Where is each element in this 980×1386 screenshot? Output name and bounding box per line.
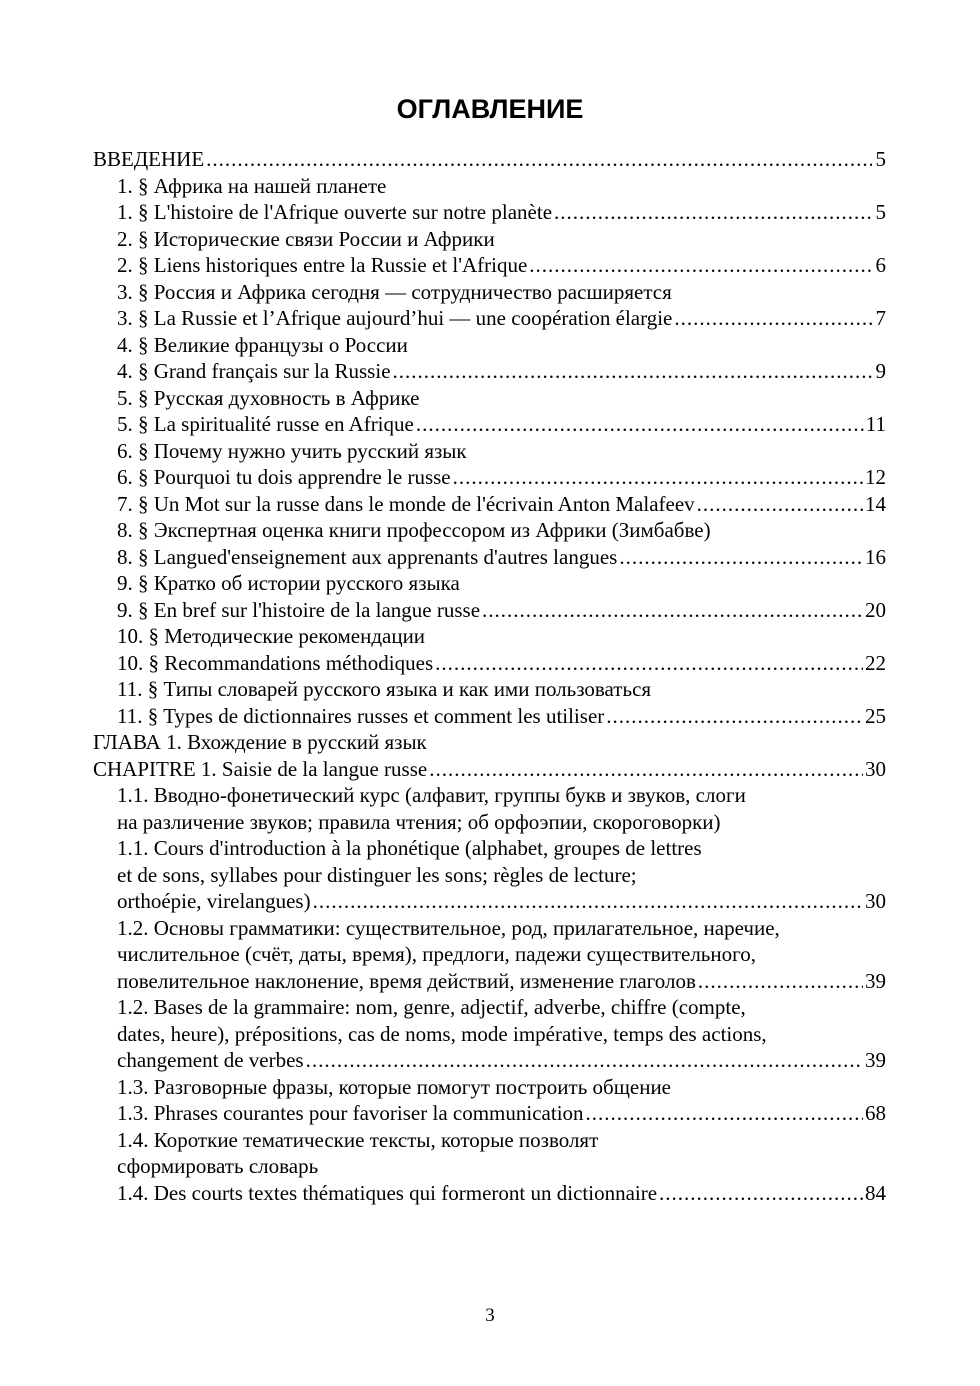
toc-entry (93, 782, 886, 809)
toc-entry (93, 729, 886, 756)
toc-entry (93, 199, 886, 226)
toc-entry-page: 20 (865, 597, 886, 622)
toc-entry-text: 3. § La Russie et l’Afrique aujourd’hui — une coopération élargie (117, 306, 673, 330)
toc-entry-text: 1. § L'histoire de l'Afrique ouverte sur notre planète (117, 200, 553, 224)
toc-entry (93, 279, 886, 306)
toc-dot-leader (416, 411, 864, 438)
toc-entry-page: 68 (865, 1101, 886, 1125)
toc-entry-text: повелительное наклонение, время действий, изменение глаголов (117, 968, 696, 993)
toc-entry-text: 11. § Типы словарей русского языка и как ими пользоваться (117, 677, 652, 701)
toc-dot-leader (313, 888, 863, 915)
toc-dot-leader (453, 464, 863, 491)
toc-entry (93, 994, 886, 1021)
toc-entry-text: 1.3. Phrases courantes pour favoriser la communication (117, 1101, 584, 1125)
toc-entry-page: 22 (865, 650, 886, 675)
toc-entry (93, 146, 886, 173)
toc-dot-leader (393, 358, 872, 385)
toc-entry (93, 226, 886, 253)
toc-dot-leader (674, 305, 872, 332)
toc-entry (93, 915, 886, 942)
toc-entry-page: 30 (865, 756, 886, 781)
toc-entry (93, 544, 886, 571)
toc-entry-page: 39 (865, 1048, 886, 1072)
page-number: 3 (485, 1305, 495, 1326)
toc-entry-text: 6. § Pourquoi tu dois apprendre le russe (117, 465, 451, 489)
toc-entry-text: changement de verbes (117, 1048, 304, 1072)
toc-entry (93, 358, 886, 385)
toc-entry-text: 8. § Экспертная оценка книги профессором из Африки (Зимбабве) (117, 518, 711, 542)
toc-entry-page: 5 (875, 200, 886, 224)
toc-entry-text: 1.4. Des courts textes thématiques qui formeront un dictionnaire (117, 1180, 658, 1205)
toc-entry-text: 10. § Recommandations méthodiques (117, 650, 434, 675)
toc-dot-leader (482, 597, 863, 624)
toc-dot-leader (435, 650, 863, 677)
toc-entry-page: 25 (865, 703, 886, 728)
toc-entry-text: 5. § Русская духовность в Африке (117, 385, 420, 410)
toc-entry-page: 16 (865, 544, 886, 569)
toc-entry-page: 5 (875, 147, 886, 171)
toc-entry-text: 5. § La spiritualité russe en Afrique (117, 412, 414, 436)
toc-entry-page: 11 (865, 412, 886, 436)
toc-entry-text: 4. § Grand français sur la Russie (117, 359, 391, 383)
toc-entry-page: 9 (875, 359, 886, 383)
toc-entry-text: 6. § Почему нужно учить русский язык (117, 438, 467, 463)
toc-entry-text: 7. § Un Mot sur la russe dans le monde de l'écrivain Anton Malafeev (117, 491, 695, 516)
toc-entry-page: 7 (875, 306, 886, 330)
toc-dot-leader (619, 544, 863, 571)
toc-dot-leader (206, 146, 872, 173)
toc-entry (93, 597, 886, 624)
toc-entry (93, 1021, 886, 1048)
toc-entry-text: 2. § Liens historiques entre la Russie et l'Afrique (117, 253, 528, 277)
toc-entry-text: 1.2. Основы грамматики: существительное, род, прилагательное, наречие, (117, 915, 780, 940)
toc-dot-leader (659, 1180, 863, 1207)
toc-entry-page: 39 (865, 968, 886, 993)
toc-entry (93, 809, 886, 836)
toc-entry (93, 756, 886, 783)
toc-entry-text: числительное (счёт, даты, время), предлоги, падежи существительного, (117, 942, 756, 966)
toc-entry-text: 1.3. Разговорные фразы, которые помогут построить общение (117, 1074, 671, 1099)
toc-entry (93, 491, 886, 518)
toc-dot-leader (697, 491, 863, 518)
toc-dot-leader (554, 199, 872, 226)
toc-entry-text: 2. § Исторические связи России и Африки (117, 226, 495, 251)
table-of-contents (93, 146, 886, 1206)
toc-entry-text: 11. § Types de dictionnaires russes et comment les utiliser (117, 703, 605, 728)
toc-entry (93, 252, 886, 279)
toc-entry (93, 1074, 886, 1101)
toc-entry (93, 1127, 886, 1154)
toc-entry-text: 1. § Африка на нашей планете (117, 173, 387, 198)
toc-entry-page: 30 (865, 889, 886, 913)
toc-entry (93, 305, 886, 332)
toc-entry (93, 888, 886, 915)
toc-entry (93, 835, 886, 862)
toc-entry (93, 676, 886, 703)
toc-entry-text: dates, heure), prépositions, cas de noms, mode impérative, temps des actions, (117, 1021, 767, 1046)
toc-entry-text: 1.2. Bases de la grammaire: nom, genre, adjectif, adverbe, chiffre (compte, (117, 995, 746, 1019)
toc-entry (93, 968, 886, 995)
toc-entry-text: 8. § Langued'enseignement aux apprenants d'autres langues (117, 544, 618, 569)
toc-dot-leader (606, 703, 863, 730)
toc-entry (93, 517, 886, 544)
toc-entry (93, 650, 886, 677)
toc-entry-text: et de sons, syllabes pour distinguer les sons; règles de lecture; (117, 862, 637, 887)
toc-entry-page: 6 (875, 253, 886, 277)
toc-entry-text: 1.1. Вводно-фонетический курс (алфавит, группы букв и звуков, слоги (117, 783, 746, 807)
toc-entry-text: 1.4. Короткие тематические тексты, которые позволят (117, 1127, 599, 1152)
toc-entry-text: на различение звуков; правила чтения; об орфоэпии, скороговорки) (117, 809, 721, 834)
toc-entry-text: 1.1. Cours d'introduction à la phonétique (alphabet, groupes de lettres (117, 836, 702, 860)
toc-dot-leader (306, 1047, 863, 1074)
toc-entry-text: 9. § Кратко об истории русского языка (117, 571, 460, 595)
toc-dot-leader (429, 756, 863, 783)
toc-dot-leader (586, 1100, 863, 1127)
toc-entry-text: ГЛАВА 1. Вхождение в русский язык (93, 730, 427, 754)
toc-entry (93, 623, 886, 650)
toc-dot-leader (698, 968, 863, 995)
toc-dot-leader (529, 252, 872, 279)
toc-entry (93, 173, 886, 200)
toc-entry (93, 862, 886, 889)
toc-entry (93, 1100, 886, 1127)
toc-entry (93, 703, 886, 730)
toc-entry (93, 1180, 886, 1207)
toc-entry-text: orthoépie, virelangues) (117, 889, 311, 913)
toc-entry-text: 4. § Великие французы о России (117, 332, 408, 357)
toc-entry-text: 9. § En bref sur l'histoire de la langue russe (117, 597, 481, 622)
toc-entry-text: ВВЕДЕНИЕ (93, 147, 205, 171)
toc-entry-text: 10. § Методические рекомендации (117, 624, 426, 648)
toc-entry (93, 411, 886, 438)
toc-entry (93, 941, 886, 968)
toc-entry (93, 438, 886, 465)
toc-entry-page: 84 (865, 1180, 886, 1205)
toc-entry (93, 1153, 886, 1180)
toc-entry (93, 332, 886, 359)
toc-entry (93, 464, 886, 491)
toc-entry (93, 1047, 886, 1074)
toc-entry (93, 385, 886, 412)
toc-entry-text: 3. § Россия и Африка сегодня — сотрудничество расширяется (117, 279, 672, 304)
toc-entry-page: 14 (865, 491, 886, 516)
toc-entry-text: сформировать словарь (117, 1154, 319, 1178)
toc-entry-page: 12 (865, 465, 886, 489)
toc-entry (93, 570, 886, 597)
page-title: ОГЛАВЛЕНИЕ (396, 94, 584, 124)
toc-entry-text: CHAPITRE 1. Saisie de la langue russe (93, 756, 428, 781)
